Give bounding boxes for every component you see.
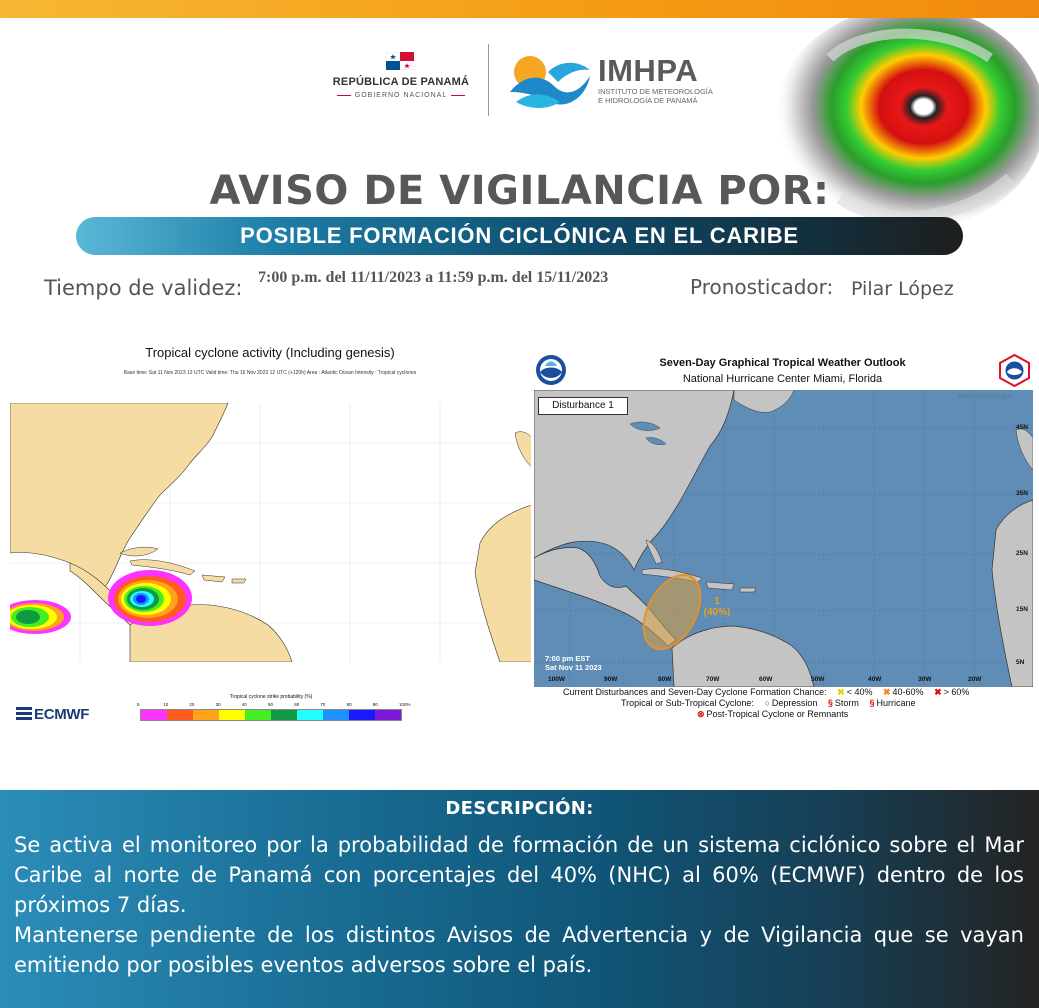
latitude-label: 25N: [1016, 550, 1028, 557]
legend-tick-label: 80: [346, 702, 352, 707]
ecmwf-probability-map: [10, 403, 538, 662]
legend-swatch: [323, 710, 349, 720]
nhc-website: www.hurricanes.gov: [958, 394, 1012, 400]
legend-swatch: [167, 710, 193, 720]
legend-swatch: [193, 710, 219, 720]
longitude-label: 30W: [918, 676, 932, 683]
nhc-issue-time-line-2: Sat Nov 11 2023: [545, 663, 602, 672]
medium-chance-x-icon: ✖: [882, 687, 891, 697]
nhc-disturbance-label: Disturbance 1: [538, 397, 628, 415]
description-title: DESCRIPCIÓN:: [445, 798, 594, 819]
ecmwf-map-subtitle: Base time: Sat 11 Nov 2023 12 UTC Valid time: Thu 16 Nov 2023 12 UTC (+120h) Area : Atlantic Ocean Intensity : Tropical cyclones: [123, 370, 417, 376]
longitude-label: 90W: [604, 676, 618, 683]
legend-tick-label: 30: [215, 702, 221, 707]
legend-swatch: [219, 710, 245, 720]
nhc-issue-time: [545, 654, 602, 672]
nhc-legend-low: < 40%: [846, 687, 873, 697]
legend-swatch: [141, 710, 167, 720]
longitude-label: 80W: [658, 676, 672, 683]
nhc-legend-line-1: [563, 687, 969, 698]
ecmwf-legend-title: Tropical cyclone strike probability (%): [229, 694, 313, 700]
description-body: [14, 830, 1024, 980]
panama-government-logo: [326, 50, 476, 102]
top-accent-bar: [0, 0, 1039, 18]
description-paragraph-2: Mantenerse pendiente de los distintos Avisos de Advertencia y de Vigilancia que se vayan emitiendo por posibles eventos adversos sobre el país.: [14, 923, 1024, 977]
nhc-disturbance-number: 1: [714, 596, 720, 607]
legend-tick-label: 60: [294, 702, 300, 707]
low-chance-x-icon: ✖: [837, 687, 845, 697]
panama-flag-icon: [386, 52, 414, 70]
ecmwf-legend-ticks: [137, 702, 411, 709]
depression-icon: ○: [764, 698, 770, 708]
government-label: GOBIERNO NACIONAL: [326, 92, 476, 99]
post-tropical-icon: ⊗: [697, 709, 705, 719]
nhc-legend-line-3: [697, 709, 848, 720]
legend-tick-label: 90: [372, 702, 378, 707]
warning-subtitle-banner: POSIBLE FORMACIÓN CICLÓNICA EN EL CARIBE: [76, 217, 963, 255]
legend-swatch: [271, 710, 297, 720]
description-paragraph-1: Se activa el monitoreo por la probabilidad de formación de un sistema ciclónico sobre el Mar Caribe al norte de Panamá con porcentajes del 40% (NHC) al 60% (ECMWF) dentro de los próximos 7 días.: [14, 833, 1024, 917]
nhc-map-subtitle: National Hurricane Center Miami, Florida: [682, 373, 883, 385]
storm-icon: §: [827, 698, 833, 708]
longitude-label: 50W: [811, 676, 825, 683]
nhc-legend-post-tropical: Post-Tropical Cyclone or Remnants: [706, 709, 849, 719]
nhc-disturbance-chance: (40%): [703, 607, 731, 618]
header-divider: [488, 44, 489, 116]
legend-tick-label: 50: [268, 702, 274, 707]
nhc-legend-depression: Depression: [771, 698, 818, 708]
legend-swatch: [297, 710, 323, 720]
nhc-issue-time-line-1: 7:00 pm EST: [545, 654, 591, 663]
warning-title: AVISO DE VIGILANCIA POR:: [209, 168, 830, 214]
legend-swatch: [349, 710, 375, 720]
nhc-legend-formation-label: Current Disturbances and Seven-Day Cyclone Formation Chance:: [563, 687, 827, 697]
forecaster-name: Pilar López: [851, 278, 954, 300]
ecmwf-legend-bar: [140, 709, 402, 721]
nhc-legend-medium: 40-60%: [892, 687, 924, 697]
nhc-outlook-map: [534, 390, 1033, 687]
legend-tick-label: 5: [137, 702, 140, 707]
legend-tick-label: 100%: [399, 702, 411, 707]
longitude-label: 70W: [706, 676, 720, 683]
imhpa-subtitle-line-2: E HIDROLOGÍA DE PANAMÁ: [598, 96, 698, 105]
longitude-label: 40W: [868, 676, 882, 683]
republic-name: REPÚBLICA DE PANAMÁ: [332, 76, 470, 88]
ecmwf-map-title: Tropical cyclone activity (Including genesis): [145, 345, 395, 360]
legend-tick-label: 40: [241, 702, 247, 707]
ecmwf-logo-icon: [16, 707, 32, 720]
nhc-map-title: Seven-Day Graphical Tropical Weather Outlook: [659, 357, 906, 369]
nhc-legend-storm: Storm: [834, 698, 859, 708]
longitude-label: 60W: [759, 676, 773, 683]
legend-swatch: [375, 710, 401, 720]
imhpa-name: IMHPA: [598, 53, 699, 88]
latitude-label: 15N: [1016, 606, 1028, 613]
high-chance-x-icon: ✖: [934, 687, 942, 697]
nhc-legend-hurricane: Hurricane: [876, 698, 916, 708]
longitude-label: 100W: [548, 676, 565, 683]
nhc-legend-high: > 60%: [943, 687, 970, 697]
imhpa-subtitle-line-1: INSTITUTO DE METEOROLOGÍA: [598, 87, 713, 96]
legend-tick-label: 20: [189, 702, 195, 707]
validity-value: 7:00 p.m. del 11/11/2023 a 11:59 p.m. del 15/11/2023: [258, 269, 609, 286]
latitude-label: 45N: [1016, 424, 1028, 431]
nhc-legend-cyclone-label: Tropical or Sub-Tropical Cyclone:: [621, 698, 754, 708]
legend-tick-label: 70: [320, 702, 326, 707]
legend-swatch: [245, 710, 271, 720]
latitude-label: 5N: [1016, 659, 1025, 666]
latitude-label: 35N: [1016, 490, 1028, 497]
nhc-disturbance-marker: [703, 596, 731, 618]
nhc-legend-line-2: [621, 698, 915, 708]
validity-label: Tiempo de validez:: [44, 276, 243, 300]
imhpa-wave-logo-icon: [508, 52, 592, 110]
nhc-longitude-labels: [534, 676, 1033, 686]
ecmwf-logo: [16, 706, 89, 723]
longitude-label: 20W: [968, 676, 982, 683]
imhpa-subtitle: [598, 87, 728, 105]
legend-tick-label: 10: [163, 702, 169, 707]
forecaster-label: Pronosticador:: [690, 275, 834, 299]
ecmwf-logo-text: ECMWF: [34, 706, 90, 723]
description-section: [0, 790, 1039, 1008]
hurricane-icon: §: [869, 698, 875, 708]
